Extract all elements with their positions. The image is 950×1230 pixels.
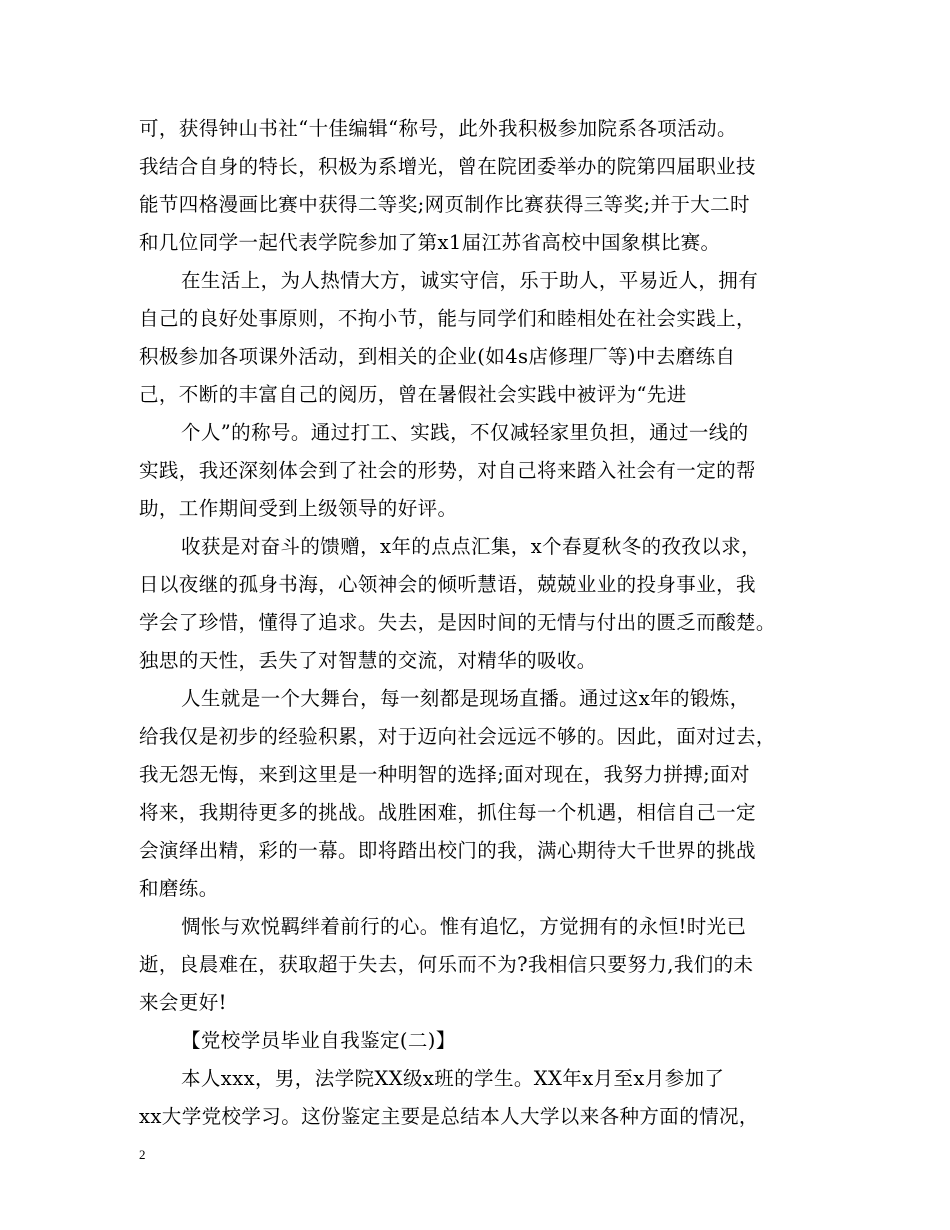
text-line: 会演绎出精，彩的一幕。即将踏出校门的我，满心期待大千世界的挑战 <box>139 839 756 862</box>
text-line: 独思的天性，丢失了对智慧的交流，对精华的吸收。 <box>139 649 597 672</box>
text-line: 将来，我期待更多的挑战。战胜困难，抓住每一个机遇，相信自己一定 <box>139 801 756 824</box>
text-line: 和几位同学一起代表学院参加了第x1届江苏省高校中国象棋比赛。 <box>139 231 721 254</box>
paragraph-first-line: 收获是对奋斗的馈赠，x年的点点汇集，x个春夏秋冬的孜孜以求， <box>181 535 761 558</box>
text-line: 个人”的称号。通过打工、实践，不仅减轻家里负担，通过一线的 <box>181 421 749 444</box>
text-line: 来会更好! <box>139 991 227 1014</box>
text-line: xx大学党校学习。这份鉴定主要是总结本人大学以来各种方面的情况， <box>139 1105 759 1128</box>
paragraph-first-line: 惆怅与欢悦羁绊着前行的心。惟有追忆，方觉拥有的永恒!时光已 <box>181 915 747 938</box>
text-line: 己，不断的丰富自己的阅历，曾在暑假社会实践中被评为“先进 <box>139 383 687 406</box>
page-number: 2 <box>139 1147 146 1162</box>
paragraph-first-line: 在生活上，为人热情大方，诚实守信，乐于助人，平易近人，拥有 <box>181 269 759 292</box>
text-line: 给我仅是初步的经验积累，对于迈向社会远远不够的。因此，面对过去， <box>139 725 776 748</box>
text-line: 日以夜继的孤身书海，心领神会的倾听慧语，兢兢业业的投身事业，我 <box>139 573 756 596</box>
text-line: 可，获得钟山书社“十佳编辑“称号，此外我积极参加院系各项活动。 <box>139 117 737 140</box>
text-line: 能节四格漫画比赛中获得二等奖;网页制作比赛获得三等奖;并于大二时 <box>139 193 750 216</box>
section-heading: 【党校学员毕业自我鉴定(二)】 <box>181 1029 456 1052</box>
text-line: 和磨练。 <box>139 877 219 900</box>
text-line: 学会了珍惜，懂得了追求。失去，是因时间的无情与付出的匮乏而酸楚。 <box>139 611 776 634</box>
text-line: 助，工作期间受到上级领导的好评。 <box>139 497 458 520</box>
text-line: 我无怨无悔，来到这里是一种明智的选择;面对现在，我努力拼搏;面对 <box>139 763 750 786</box>
text-line: 自己的良好处事原则，不拘小节，能与同学们和睦相处在社会实践上， <box>139 307 756 330</box>
text-line: 实践，我还深刻体会到了社会的形势，对自己将来踏入社会有一定的帮 <box>139 459 756 482</box>
paragraph-first-line: 本人xxx，男，法学院XX级x班的学生。XX年x月至x月参加了 <box>181 1067 725 1090</box>
text-line: 逝，良晨难在，获取超于失去，何乐而不为?我相信只要努力,我们的未 <box>139 953 754 976</box>
text-line: 积极参加各项课外活动，到相关的企业(如4s店修理厂等)中去磨练自 <box>139 345 736 368</box>
text-line: 我结合自身的特长，积极为系增光，曾在院团委举办的院第四届职业技 <box>139 155 756 178</box>
paragraph-first-line: 人生就是一个大舞台，每一刻都是现场直播。通过这x年的锻炼， <box>181 687 750 710</box>
